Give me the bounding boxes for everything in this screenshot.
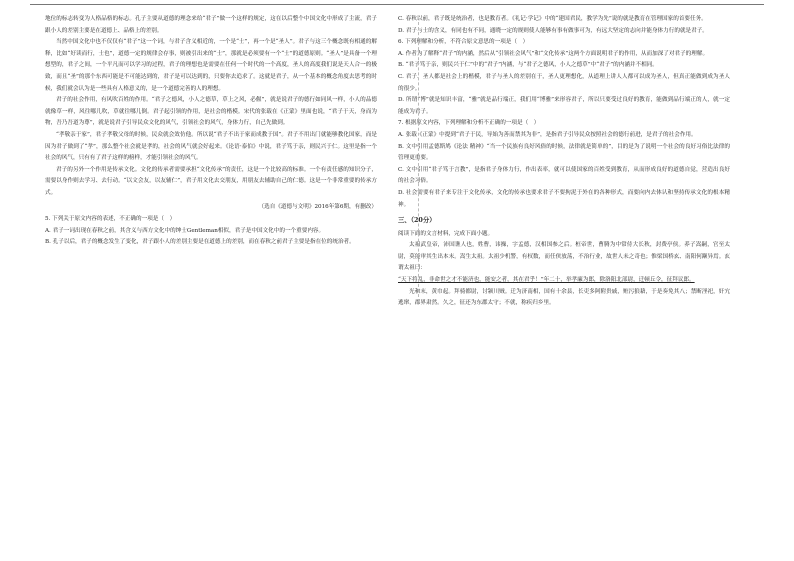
question-6-option-a: A. 作者为了解释“君子”的内涵，然后从“引领社会风气”和“文化传承”这两个方面说明君子的作用，从而加深了对君子的理解。	[398, 50, 709, 57]
question-5-option-a: A. 君子一词出现在春秋之前，其含义与西方文化中的绅士Gentleman相似，君子是中国文化中的一个重要内容。	[45, 227, 325, 234]
left-paragraph: “孝敬亲于家”，君子孝敬父母的时候，民众就会效仿他。所以说“君子不出于家而成教于国”。君子不用出门就能够教化国家，而是因为君子做到了“孝”，那么整个社会就是孝的，社会的风气就会好起来。《论语·泰伯》中说，君子笃于亲，则民兴于仁。这里是指一个社会的风气，只有有了君子这样的榜样，才能引领社会的风气。	[45, 131, 377, 162]
section-3-title: 三、（20分）	[398, 216, 436, 225]
right-column	[398, 14, 730, 310]
classical-passage-underlined: “天下将乱，非命世之才不能济也，能安之者，其在君乎！”年二十，举孝廉为郎，除洛阳北部尉，迁顿丘令，征拜议郎。	[398, 277, 695, 284]
classical-passage: 太祖武皇帝，沛国谯人也，姓曹，讳操，字孟德，汉相国参之后。桓帝世，曹腾为中常侍大长秋，封费亭侯。养子嵩嗣，官至太尉，莫能审其生出本末。嵩生太祖。太祖少机警，有权数，而任侠放荡，不治行业，故世人未之奇也；惟梁国桥玄、南阳何颙异焉。玄谓太祖曰：	[398, 242, 730, 272]
left-paragraph: 当然中国文化中也不仅仅有“君子”这一个词，与君子含义相近的，一个是“士”，再一个是“圣人”。君子与这三个概念既有相通的解释，比如“好读而行，士也”，道德一定的规律会存事，则被引出来的“士”，那就是必须要有一个“士”的道德原则。“圣人”是具备一个理想型的，君子之间，一个平凡而可以学习的过程，君子的理想也是需要在任何一个时代的一个高度，圣人的高度我们说是天人合一的极致，而且“圣”的那个东西可能是不可能达到的，君子是可以达到的，只要你去追求了。这就是君子，从一个基本的概念角度去思考的时候，我们就会认为是一些具有人格意义的，是一个道德完善的人的理想。	[45, 39, 377, 92]
question-5-stem: 5. 下列关于原文内容的表述，不正确的一项是（ ）	[45, 216, 176, 223]
question-7-option-d: D. 社会需要有君子来专注于文化传承，文化的传承也要求君子不要拘泥于外在的各种形式，而要向内去体认和坚持传承文化的根本精神。	[398, 189, 730, 208]
question-6-stem: 6. 下列理解和分析，不符合原文意思的一项是（ ）	[398, 39, 529, 46]
left-column	[45, 14, 377, 249]
question-7-option-a: A. 张载《正蒙》中提到“君子于民，导始为善而禁其为非”，是指君子引导民众按照社会的德行前进，是君子的社会作用。	[398, 131, 697, 138]
classical-passage: 光和末，黄巾起。拜骑都尉，讨颍川贼。迁为济南相，国有十余县，长吏多阿附贵戚，赃污狼藉，于是奏免其八；禁断淫祀，奸宄逃窜，郡界肃然。久之，征还为东郡太守；不就，称疾归乡里。	[398, 288, 730, 307]
question-7-option-c: C. 文中引用“君子笃于言教”，是指君子身体力行，作出表率，就可以使国家的百姓受到教育，从而形成良好的道德自觉，营造出良好的社会习俗。	[398, 166, 730, 185]
question-6-option-c: C. 君子、圣人都是社会上的楷模，君子与圣人的差别在于，圣人更理想化，从道理上讲人人都可以成为圣人，但真正能做到成为圣人的很少。	[398, 73, 730, 92]
question-5-option-d: D. 君子与士的含义，有同也有不同，通晓一定的规则使人能够有事有做事可为，有远大坚定的志向并能身体力行的就是君子。	[398, 27, 708, 34]
question-6-option-b: B. “君子笃于亲，则民兴于仁”中的“君子”内涵，与“君子之德风，小人之德草”中“君子”的内涵并不相同。	[398, 62, 658, 69]
left-paragraph: 君子的社会作用，有风吹百姓的作用。“君子之德风，小人之德草，草上之风，必偃”，就是说君子的德行如同风一样，小人的品德就像草一样，风往哪儿吹，草就往哪儿倒。君子起引领的作用，是社会的楷模。宋代的张载在《正蒙》里面也说，“君子于天，身而为物，吾乃吾道为尊”，就是说君子引导民众文化的风气，引领社会的风气，身体力行，自己先做到。	[45, 97, 377, 127]
question-6-option-d: D. 所谓“博”就是知识丰富，“雅”就是品行端正，我们用“博雅”来形容君子，所以只要受过良好的教育，能做到品行端正的人，就一定能成为君子。	[398, 97, 730, 115]
section-3-instruction: 阅读下面的文言材料，完成下面小题。	[398, 230, 494, 237]
question-5-option-c: C. 春秋以前，君子既是统治者，也是教育者。《礼记·学记》中的“建国君民，教学为先”说的就是教育在管理国家的首要任务。	[398, 16, 707, 22]
header-rule	[30, 4, 764, 5]
column-divider	[418, 22, 419, 302]
left-paragraph: 地位的标志转变为人格品格的标志。孔子主要从道德的理念来给“君子”做一个这样的规定，这在以后整个中国文化中形成了主流，君子跟小人的差别主要是在道德上、品格上的差别。	[45, 16, 377, 34]
question-7-option-b: B. 文中引用孟德斯鸠《论法 精神》“当一个民族有良好风俗的时候，法律就是简单的”，目的是为了说明一个社会的良好习俗比法律的管理更重要。	[398, 143, 730, 162]
question-5-option-b: B. 孔子以后，君子的概念发生了变化，君子跟小人的差别主要是在道德上的差别，而在春秋之前君子主要是指在位的统治者。	[45, 239, 355, 246]
source-citation: （选自《道德与文明》2016年第6期，有删改）	[258, 203, 377, 210]
question-7-stem: 7. 根据原文内容，下列理解和分析不正确的一项是（ ）	[398, 120, 540, 127]
left-paragraph: 君子的另外一个作用是传承文化。文化的传承者需要承担“文化传承”的责任，这是一个比较高的标准。一个有责任感的知识分子，需要以身作则去学习、去行动。“以文会友，以友辅仁”，君子用文化去交朋友，用朋友去辅助自己的仁德。这是一个非常重要的传承方式。	[45, 166, 377, 196]
